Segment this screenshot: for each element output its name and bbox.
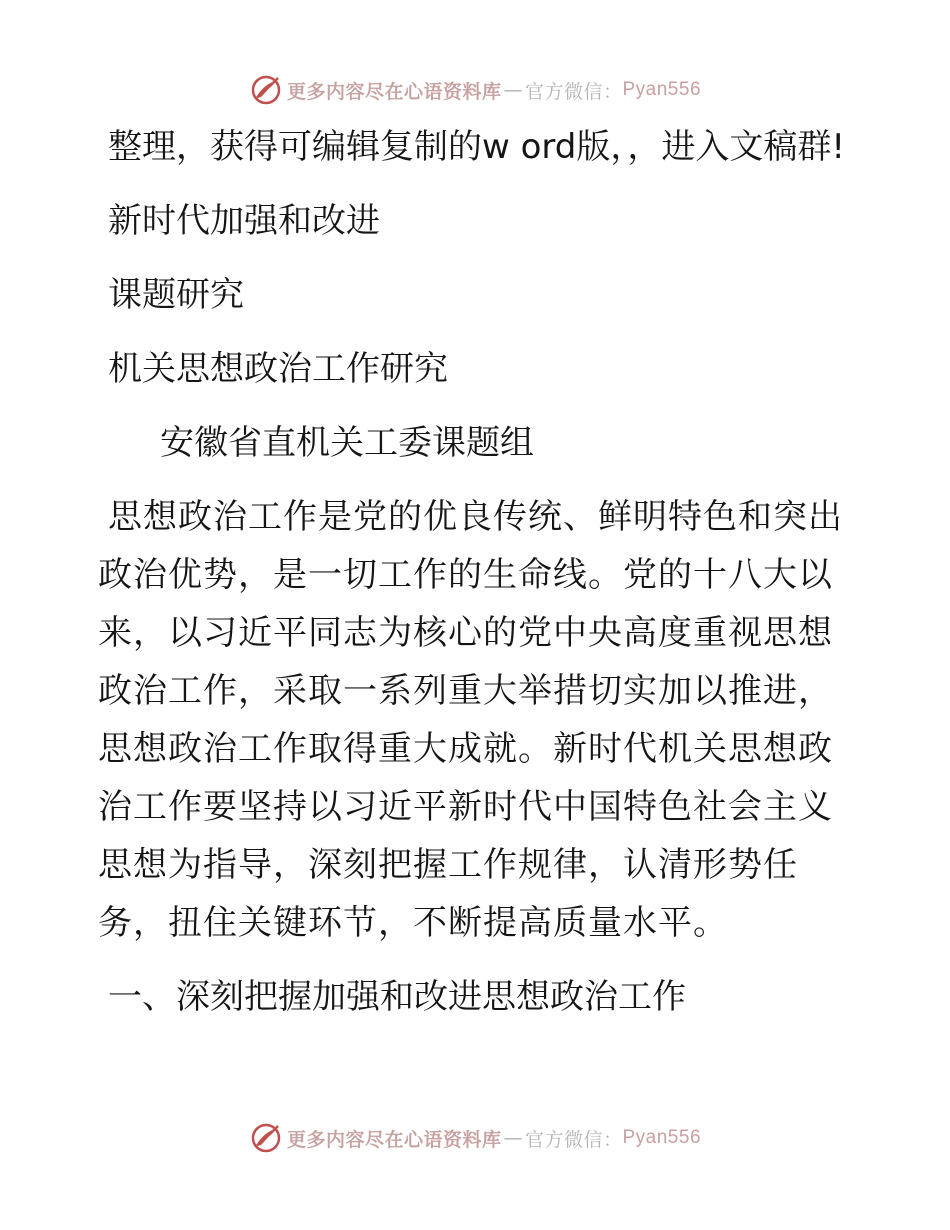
watermark-official: 官方微信： [524, 1128, 623, 1151]
watermark-dash: — [503, 79, 523, 101]
section-heading: 一、深刻把握加强和改进思想政治工作 [108, 977, 686, 1017]
title-line-1: 新时代加强和改进 [108, 201, 380, 241]
pen-logo-icon [249, 73, 283, 107]
watermark-official: 官方微信： [524, 80, 623, 103]
intro-paragraph: 整理，获得可编辑复制的w ord版，，进入文稿群! [108, 127, 846, 167]
watermark-brand: 更多内容尽在心语资料库 [286, 80, 502, 103]
watermark-dash: — [503, 1127, 523, 1149]
watermark-brand: 更多内容尽在心语资料库 [286, 1128, 502, 1151]
body-paragraph: 思想政治工作是党的优良传统、鲜明特色和突出政治优势，是一切工作的生命线。党的十八大以来，以习近平同志为核心的党中央高度重视思想政治工作，采取一系列重大举措切实加以推进，思想政治工作取得重大成就。新时代机关思想政治工作要坚持以习近平新时代中国特色社会主义思想为指导，深刻把握工作规律，认清形势任务，扭住关键环节，不断提高质量水平。 [98, 497, 843, 943]
footer-watermark [0, 1118, 950, 1158]
title-line-2: 课题研究 [108, 275, 244, 315]
watermark-handle: Pyan556 [622, 1127, 702, 1148]
document-body [98, 118, 858, 1026]
header-watermark [0, 70, 950, 110]
title-line-3: 机关思想政治工作研究 [108, 349, 448, 389]
author-line: 安徽省直机关工委课题组 [160, 423, 534, 463]
pen-logo-icon [249, 1121, 283, 1155]
watermark-handle: Pyan556 [622, 79, 702, 100]
